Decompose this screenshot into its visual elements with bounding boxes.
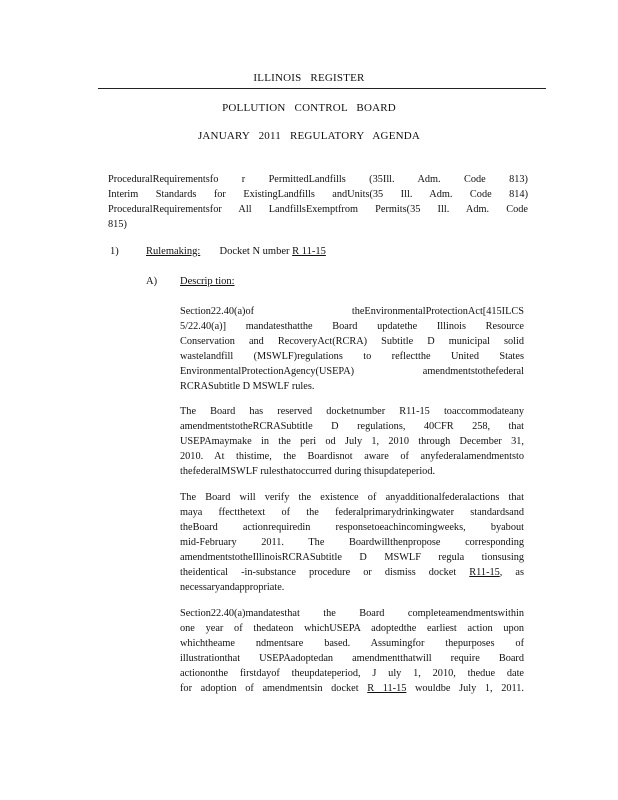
authority-line: ProceduralRequirementsfor All LandfillsExemptfrom Permits(35 Ill. Adm. Code: [108, 204, 528, 215]
paragraph-line: Conservation and RecoveryAct(RCRA) Subtitle D municipal solid: [180, 336, 524, 347]
paragraph-line: Section22.40(a)of theEnvironmentalProtectionAct[415ILCS: [180, 306, 524, 317]
header-rule: [98, 88, 546, 89]
paragraph-line: USEPAmaymake in the peri od July 1, 2010 through December 31,: [180, 436, 524, 447]
authority-line: ProceduralRequirementsfo r PermittedLandfills (35Ill. Adm. Code 813): [108, 174, 528, 185]
item-heading: [146, 246, 326, 257]
rulemaking-label: Rulemaking:: [146, 246, 201, 257]
description-paragraph: [180, 304, 524, 394]
description-label: Descrip tion:: [180, 276, 235, 287]
description-paragraph: [180, 606, 524, 696]
paragraph-text: theidentical -in-substance procedure or dismiss docket: [180, 567, 457, 578]
paragraph-text: for adoption of amendmentsin docket: [180, 683, 359, 694]
docket-text: Docket N umber: [219, 246, 290, 257]
paragraph-text: , as: [499, 567, 524, 578]
docket-reference: R11-15: [469, 567, 500, 578]
paragraph-line: The Board will verify the existence of anyadditionalfederalactions that: [180, 492, 524, 503]
paragraph-line: necessaryandappropriate.: [180, 582, 285, 593]
paragraph-line: The Board has reserved docketnumber R11-15 toaccommodateany: [180, 406, 524, 417]
paragraph-line-with-docket: [180, 681, 524, 696]
paragraph-line: whichtheame ndmentsare based. Assumingfor thepurposes of: [180, 638, 524, 649]
authority-block: [108, 172, 528, 232]
paragraph-line: 5/22.40(a)] mandatesthatthe Board updatethe Illinois Resource: [180, 321, 524, 332]
paragraph-line: theBoard actionrequiredin responsetoeachincomingweeks, byabout: [180, 522, 524, 533]
authority-line: 815): [108, 219, 127, 230]
register-title: ILLINOIS REGISTER: [253, 72, 365, 84]
item-number: 1): [110, 246, 119, 257]
docket-reference: R 11-15: [367, 683, 407, 694]
authority-line: Interim Standards for ExistingLandfills andUnits(35 Ill. Adm. Code 814): [108, 189, 528, 200]
paragraph-line: thefederalMSWLF rulesthatoccurred during thisupdateperiod.: [180, 466, 436, 477]
paragraph-line-with-docket: [180, 565, 524, 580]
paragraph-line: Section22.40(a)mandatesthat the Board completeamendmentswithin: [180, 608, 524, 619]
paragraph-line: amendmentstotheRCRASubtitle D regulations, 40CFR 258, that: [180, 421, 524, 432]
paragraph-line: EnvironmentalProtectionAgency(USEPA) amendmentstothefederal: [180, 366, 524, 377]
description-paragraph: [180, 404, 524, 479]
paragraph-line: amendmentstotheIllinoisRCRASubtitle D MSWLF regula tionsusing: [180, 552, 524, 563]
paragraph-line: illustrationthat USEPAadoptedan amendmentthatwill require Board: [180, 653, 524, 664]
paragraph-text: wouldbe July 1, 2011.: [415, 683, 524, 694]
paragraph-line: mid-February 2011. The Boardwillthenpropose corresponding: [180, 537, 524, 548]
paragraph-line: one year of thedateon whichUSEPA adoptedthe earliest action upon: [180, 623, 524, 634]
paragraph-line: maya ffectthetext of the federalprimarydrinkingwater standardsand: [180, 507, 524, 518]
agenda-title: JANUARY 2011 REGULATORY AGENDA: [197, 130, 421, 142]
paragraph-line: actiononthe firstdayof theupdateperiod, J uly 1, 2010, thedue date: [180, 668, 524, 679]
subitem-letter: A): [146, 276, 158, 287]
docket-number: R 11-15: [292, 246, 326, 257]
description-paragraph: [180, 490, 524, 595]
paragraph-line: wastelandfill (MSWLF)regulations to reflectthe United States: [180, 351, 524, 362]
paragraph-line: RCRASubtitle D MSWLF rules.: [180, 381, 315, 392]
paragraph-line: 2010. At thistime, the Boardisnot aware of anyfederalamendmentsto: [180, 451, 524, 462]
board-title: POLLUTION CONTROL BOARD: [222, 102, 396, 114]
